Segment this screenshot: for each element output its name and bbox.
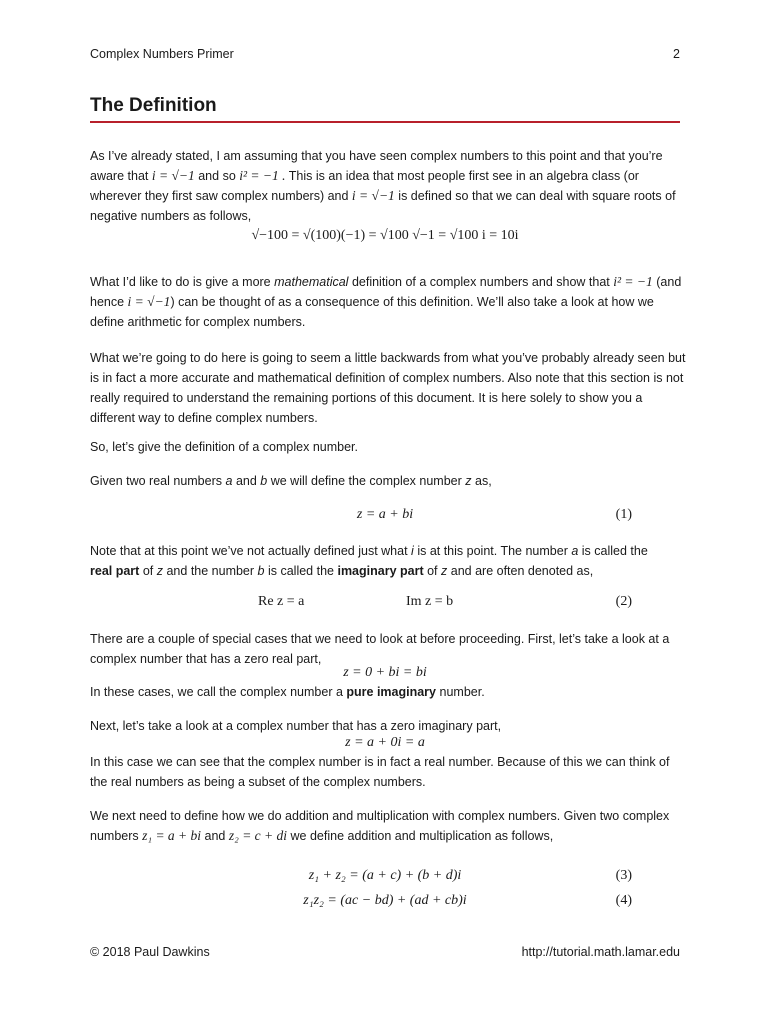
text: we define addition and multiplication as follows, [290,829,554,843]
text: number. [439,685,485,699]
text: (and hence [90,275,682,309]
equation-3 [90,868,680,890]
equation-1 [90,507,680,529]
equation-number: (2) [615,594,632,609]
paragraph-special-cases: There are a couple of special cases that we need to look at before proceeding. First, let’s take a look at a complex number that has a zero real part, [90,632,670,666]
text: Note that at this point we’ve not actually defined just what [90,544,408,558]
equation-expression: z = 0 + bi = bi [343,665,427,680]
paragraph-operations [90,806,686,846]
variable: z [441,564,448,578]
footer-link[interactable]: http://tutorial.math.lamar.edu [521,945,680,959]
text: In these cases, we call the complex number a [90,685,343,699]
text: of [142,564,154,578]
text: as, [475,474,492,488]
paragraph-given-reals [90,471,686,491]
paragraph-pure-imaginary [90,682,686,702]
variable: i [411,544,414,558]
inline-math: i = √−1 [127,294,171,309]
header-title: Complex Numbers Primer [90,47,234,61]
text: is defined so that we can deal with square roots of negative numbers as follows, [90,189,676,223]
paragraph-intro [90,146,686,226]
inline-math: z₁ = a + bi [142,828,202,843]
section-title: The Definition [90,95,680,123]
page-header [90,47,680,61]
text: We next need to define how we do addition and multiplication with complex numbers. Given two complex numbers [90,809,670,843]
variable: z [156,564,163,578]
text: of [427,564,438,578]
inline-math: z₂ = c + di [228,828,288,843]
text: is called the [267,564,334,578]
variable: a [571,544,579,558]
term: real part [90,564,140,578]
equation-number: (3) [615,868,632,883]
paragraph-goal [90,272,686,332]
inline-math: i² = −1 [613,274,653,289]
equation-expression: √−100 = √(100)(−1) = √100 √−1 = √100 i = 10i [251,228,519,243]
text: we will define the complex number [270,474,462,488]
emphasis: mathematical [274,275,349,289]
inline-math: i² = −1 . [239,168,286,183]
equation-4 [90,893,680,915]
inline-math: i = √−1 [151,168,195,183]
text: and so [198,169,236,183]
paragraph-real-imaginary-parts [90,541,686,581]
paragraph-real-subset: In this case we can see that the complex number is in fact a real number. Because of this we can think of the real numbers as being a subset of the complex numbers. [90,755,670,789]
text: This is an idea that most people first see in an algebra class (or wherever they first saw complex numbers) and [90,169,639,203]
paragraph-backwards: What we’re going to do here is going to seem a little backwards from what you’ve probably already seen but is in fact a more accurate and mathematical definition of complex numbers. Also note that this section is not really required to understand the remaining portions of this document. It is here solely to show you a different way to define complex numbers. [90,351,686,425]
paragraph-give-definition: So, let’s give the definition of a complex number. [90,440,358,454]
equation-expression: z = a + 0i = a [345,735,425,750]
equation-number: (1) [615,507,632,522]
variable: b [260,474,268,488]
text: and the number [166,564,255,578]
text: Given two real numbers [90,474,223,488]
term: pure imaginary [346,685,437,699]
equation-sqrt-example [90,228,680,250]
text: and are often denoted as, [450,564,594,578]
term: imaginary part [337,564,424,578]
text: and [235,474,257,488]
paragraph-zero-imaginary: Next, let’s take a look at a complex number that has a zero imaginary part, [90,719,502,733]
equation-2 [90,594,680,616]
text: and [204,829,226,843]
equation-expression: z₁z₂ = (ac − bd) + (ad + cb)i [303,893,467,908]
text: As I’ve already stated, I am assuming that you have seen complex numbers to this point and that you’re aware that [90,149,663,183]
text: ) can be thought of as a consequence of this definition. We’ll also take a look at how we define arithmetic for complex numbers. [90,295,654,329]
variable: a [225,474,233,488]
variable: z [465,474,472,488]
text: is called the [581,544,648,558]
page-number: 2 [673,47,680,61]
equation-imaginary-part: Im z = b [406,594,454,609]
text: definition of a complex numbers and show that [351,275,610,289]
equation-real-part: Re z = a [258,594,305,609]
page-footer [90,945,680,959]
equation-expression: z = a + bi [356,507,414,522]
text: What I’d like to do is give a more [90,275,271,289]
equation-number: (4) [615,893,632,908]
text: is at this point. The number [417,544,568,558]
copyright: © 2018 Paul Dawkins [90,945,210,959]
equation-expression: z₁ + z₂ = (a + c) + (b + d)i [308,868,462,883]
variable: b [257,564,265,578]
inline-math: i = √−1 [351,188,395,203]
